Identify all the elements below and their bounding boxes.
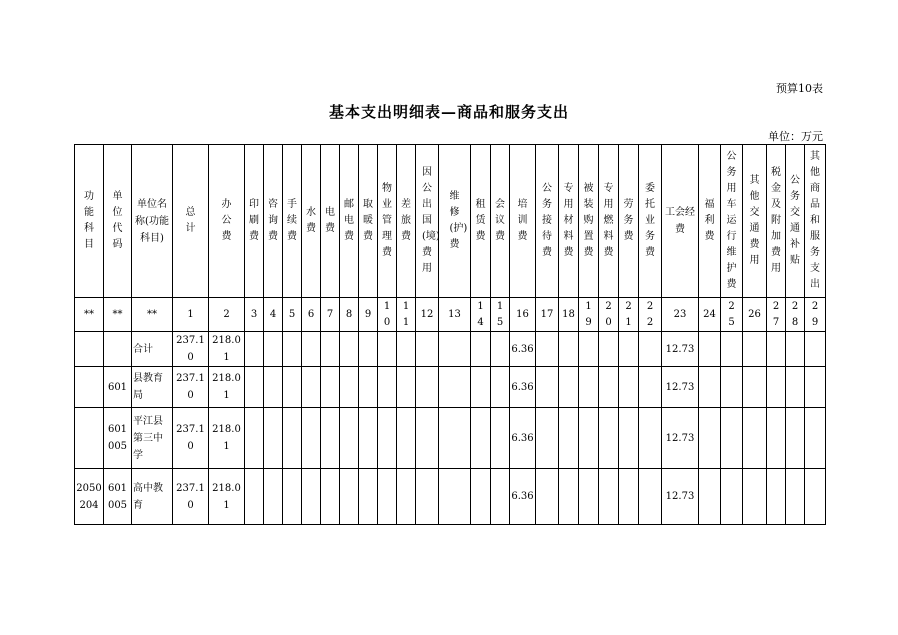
header-cell: 委托业务费 bbox=[639, 145, 662, 298]
unit-code-cell bbox=[104, 332, 132, 367]
office-cell: 218.01 bbox=[209, 469, 245, 525]
header-cell: 公务接待费 bbox=[536, 145, 559, 298]
column-number: 13 bbox=[439, 298, 471, 332]
header-cell: 公务交通补贴 bbox=[786, 145, 805, 298]
header-cell: 物业管理费 bbox=[378, 145, 397, 298]
column-number: 26 bbox=[743, 298, 767, 332]
column-number: 28 bbox=[786, 298, 805, 332]
total-cell: 237.10 bbox=[173, 332, 209, 367]
header-cell: 单位名称(功能科目) bbox=[132, 145, 173, 298]
header-cell: 电费 bbox=[321, 145, 340, 298]
unit-name-cell: 平江县第三中学 bbox=[132, 408, 173, 469]
training-cell: 6.36 bbox=[510, 332, 536, 367]
header-cell: 差旅费 bbox=[397, 145, 416, 298]
column-number: 17 bbox=[536, 298, 559, 332]
header-cell: 其他交通费用 bbox=[743, 145, 767, 298]
unit-label: 单位：万元 bbox=[768, 130, 823, 143]
column-number: 9 bbox=[359, 298, 378, 332]
header-cell: 咨询费 bbox=[264, 145, 283, 298]
header-cell: 因公出国(境)费用 bbox=[416, 145, 439, 298]
function-code-cell bbox=[75, 367, 104, 408]
header-cell: 功能科目 bbox=[75, 145, 104, 298]
header-cell: 印刷费 bbox=[245, 145, 264, 298]
office-cell: 218.01 bbox=[209, 408, 245, 469]
header-cell: 专用燃料费 bbox=[599, 145, 619, 298]
header-cell: 维修(护)费 bbox=[439, 145, 471, 298]
training-cell: 6.36 bbox=[510, 367, 536, 408]
column-number: 5 bbox=[283, 298, 302, 332]
column-number: ** bbox=[104, 298, 132, 332]
column-number: 21 bbox=[619, 298, 639, 332]
union-cell: 12.73 bbox=[662, 408, 699, 469]
column-number: 15 bbox=[491, 298, 510, 332]
unit-code-cell: 601 bbox=[104, 367, 132, 408]
table-row bbox=[75, 332, 826, 367]
header-cell: 邮电费 bbox=[340, 145, 359, 298]
column-number: 25 bbox=[721, 298, 743, 332]
unit-name-cell: 高中教育 bbox=[132, 469, 173, 525]
column-number: 29 bbox=[805, 298, 826, 332]
column-number: ** bbox=[132, 298, 173, 332]
function-code-cell: 2050204 bbox=[75, 469, 104, 525]
page-title: 基本支出明细表—商品和服务支出 bbox=[328, 103, 569, 121]
table-row bbox=[75, 408, 826, 469]
column-number: 7 bbox=[321, 298, 340, 332]
column-number: 24 bbox=[699, 298, 721, 332]
unit-code-cell: 601005 bbox=[104, 408, 132, 469]
column-number: 14 bbox=[471, 298, 491, 332]
office-cell: 218.01 bbox=[209, 367, 245, 408]
column-number: 16 bbox=[510, 298, 536, 332]
union-cell: 12.73 bbox=[662, 367, 699, 408]
header-cell: 公务用车运行维护费 bbox=[721, 145, 743, 298]
table-row bbox=[75, 367, 826, 408]
column-number: 1 bbox=[173, 298, 209, 332]
header-cell: 取暖费 bbox=[359, 145, 378, 298]
unit-name-cell: 合计 bbox=[132, 332, 173, 367]
function-code-cell bbox=[75, 408, 104, 469]
expense-table bbox=[74, 144, 826, 525]
table-row bbox=[75, 469, 826, 525]
office-cell: 218.01 bbox=[209, 332, 245, 367]
column-number: 4 bbox=[264, 298, 283, 332]
column-number: 23 bbox=[662, 298, 699, 332]
training-cell: 6.36 bbox=[510, 408, 536, 469]
header-cell: 会议费 bbox=[491, 145, 510, 298]
form-number: 预算10表 bbox=[776, 82, 823, 95]
header-cell: 工会经费 bbox=[662, 145, 699, 298]
unit-name-cell: 县教育局 bbox=[132, 367, 173, 408]
header-cell: 手续费 bbox=[283, 145, 302, 298]
unit-code-cell: 601005 bbox=[104, 469, 132, 525]
column-number: 8 bbox=[340, 298, 359, 332]
header-cell: 租赁费 bbox=[471, 145, 491, 298]
training-cell: 6.36 bbox=[510, 469, 536, 525]
column-number: 20 bbox=[599, 298, 619, 332]
header-cell: 办公费 bbox=[209, 145, 245, 298]
total-cell: 237.10 bbox=[173, 367, 209, 408]
header-cell: 被装购置费 bbox=[579, 145, 599, 298]
column-number: 12 bbox=[416, 298, 439, 332]
union-cell: 12.73 bbox=[662, 469, 699, 525]
column-number-row bbox=[75, 298, 826, 332]
header-cell: 福利费 bbox=[699, 145, 721, 298]
column-number: 11 bbox=[397, 298, 416, 332]
column-number: 3 bbox=[245, 298, 264, 332]
column-number: 22 bbox=[639, 298, 662, 332]
total-cell: 237.10 bbox=[173, 408, 209, 469]
header-cell: 总计 bbox=[173, 145, 209, 298]
column-number: 18 bbox=[559, 298, 579, 332]
column-number: ** bbox=[75, 298, 104, 332]
union-cell: 12.73 bbox=[662, 332, 699, 367]
header-cell: 水费 bbox=[302, 145, 321, 298]
column-number: 6 bbox=[302, 298, 321, 332]
total-cell: 237.10 bbox=[173, 469, 209, 525]
header-cell: 劳务费 bbox=[619, 145, 639, 298]
header-cell: 单位代码 bbox=[104, 145, 132, 298]
column-number: 2 bbox=[209, 298, 245, 332]
column-number: 19 bbox=[579, 298, 599, 332]
header-cell: 培训费 bbox=[510, 145, 536, 298]
header-row bbox=[75, 145, 826, 298]
header-cell: 专用材料费 bbox=[559, 145, 579, 298]
header-cell: 其他商品和服务支出 bbox=[805, 145, 826, 298]
column-number: 27 bbox=[767, 298, 786, 332]
header-cell: 税金及附加费用 bbox=[767, 145, 786, 298]
function-code-cell bbox=[75, 332, 104, 367]
column-number: 10 bbox=[378, 298, 397, 332]
